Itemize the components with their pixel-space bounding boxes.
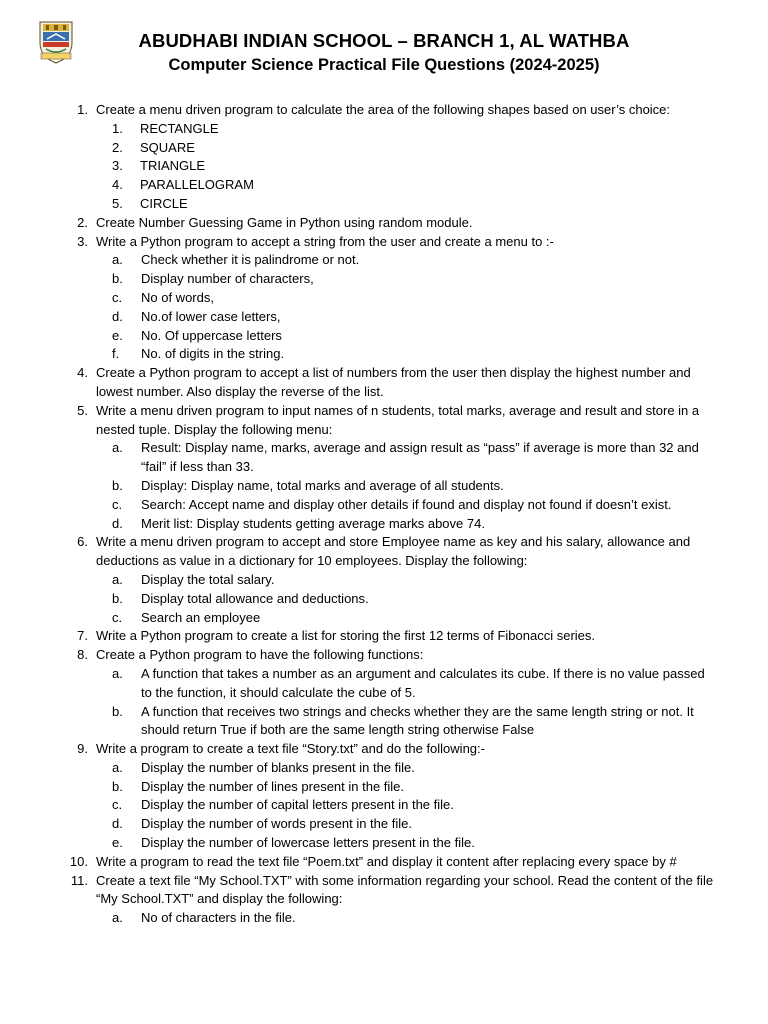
sub-item-text: Display: Display name, total marks and average of all students. xyxy=(141,477,504,493)
sub-item-marker: c. xyxy=(112,609,123,625)
question-text: Write a menu driven program to input names of n students, total marks, average and result and store in a nested tuple. Display the following menu: xyxy=(96,402,700,437)
sub-item-marker: a. xyxy=(112,252,123,268)
sub-item-text: No.of lower case letters, xyxy=(141,308,281,324)
sub-item xyxy=(0,270,768,289)
sub-item-text: No of characters in the file. xyxy=(141,910,296,926)
sub-item-marker: a. xyxy=(112,571,123,587)
sub-item xyxy=(0,308,768,327)
sub-item-marker: b. xyxy=(112,271,123,287)
sub-item-text: TRIANGLE xyxy=(140,158,206,174)
sub-item-text: Check whether it is palindrome or not. xyxy=(141,252,360,268)
question-number: 1. xyxy=(77,102,88,117)
sub-item xyxy=(0,834,768,853)
sub-item-text: No. Of uppercase letters xyxy=(141,327,282,343)
question-item xyxy=(0,364,768,402)
sub-item xyxy=(0,139,768,158)
sub-item xyxy=(0,157,768,176)
sub-item-marker: e. xyxy=(112,835,123,851)
sub-item-marker: b. xyxy=(112,703,123,719)
sub-item xyxy=(0,439,768,477)
sub-item-marker: b. xyxy=(112,477,123,493)
sub-item-marker: d. xyxy=(112,308,123,324)
sub-item xyxy=(0,609,768,628)
sub-item-marker: a. xyxy=(112,759,123,775)
sub-item-text: No of words, xyxy=(141,289,214,305)
question-item xyxy=(0,233,768,252)
sub-item-marker: 1. xyxy=(112,120,123,136)
sub-item-marker: 3. xyxy=(112,158,123,174)
question-text: Create a Python program to have the following functions: xyxy=(96,647,424,663)
question-text: Create a text file “My School.TXT” with some information regarding your school. Read the content of the file “My School.TXT” and display the following: xyxy=(96,872,714,907)
sub-item xyxy=(0,289,768,308)
sub-item-text: No. of digits in the string. xyxy=(141,346,285,362)
question-list xyxy=(0,101,768,928)
sub-item-text: Merit list: Display students getting average marks above 74. xyxy=(141,515,485,531)
sub-item-text: Display the number of words present in the file. xyxy=(141,816,412,832)
sub-item-text: A function that receives two strings and checks whether they are the same length string or not. It should return True if both are the same length string otherwise False xyxy=(141,703,694,738)
question-item xyxy=(0,740,768,759)
sub-item xyxy=(0,477,768,496)
question-text: Create a Python program to accept a list of numbers from the user then display the highest number and lowest number. Also display the reverse of the list. xyxy=(96,365,691,399)
question-item xyxy=(0,101,768,120)
question-number: 7. xyxy=(77,628,88,644)
sub-item xyxy=(0,815,768,834)
question-number: 2. xyxy=(77,214,88,230)
question-number: 3. xyxy=(77,233,88,249)
sub-item-text: A function that takes a number as an argument and calculates its cube. If there is no value passed to the function, it should calculate the cube of 5. xyxy=(141,665,705,700)
sub-item xyxy=(0,345,768,364)
question-number: 6. xyxy=(77,534,88,550)
sub-item-marker: f. xyxy=(112,346,120,362)
question-number: 4. xyxy=(77,365,88,381)
sub-item xyxy=(0,327,768,346)
question-text: Write a Python program to create a list for storing the first 12 terms of Fibonacci series. xyxy=(96,628,596,644)
sub-item xyxy=(0,176,768,195)
page-subtitle: Computer Science Practical File Questions (2024-2025) xyxy=(168,56,600,74)
sub-item xyxy=(0,759,768,778)
sub-item-text: Result: Display name, marks, average and assign result as “pass” if average is more than 32 and “fail” if less than 33. xyxy=(141,440,699,475)
question-item xyxy=(0,872,768,910)
question-text: Write a program to create a text file “Story.txt” and do the following:- xyxy=(96,741,485,757)
sub-item-text: Display total allowance and deductions. xyxy=(141,590,369,606)
question-number: 11. xyxy=(70,872,88,888)
question-number: 10. xyxy=(69,853,88,869)
question-text: Write a menu driven program to accept and store Employee name as key and his salary, allowance and deductions as value in a dictionary for 10 employees. Display the following: xyxy=(96,534,691,569)
sub-item-marker: 4. xyxy=(112,177,123,193)
sub-item-text: RECTANGLE xyxy=(140,120,219,136)
sub-item-text: Display the number of capital letters present in the file. xyxy=(141,797,454,813)
sub-item xyxy=(0,120,768,139)
sub-item-marker: b. xyxy=(112,590,123,606)
sub-item-text: Search: Accept name and display other details if found and display not found if doesn’t exist. xyxy=(141,496,672,512)
sub-item xyxy=(0,796,768,815)
sub-item-text: Display the total salary. xyxy=(141,571,275,587)
sub-item-marker: c. xyxy=(112,496,123,512)
sub-item xyxy=(0,515,768,534)
sub-item-marker: c. xyxy=(112,289,123,305)
question-item xyxy=(0,646,768,665)
sub-item-text: SQUARE xyxy=(140,139,195,155)
sub-item-text: CIRCLE xyxy=(140,195,188,211)
question-text: Write a program to read the text file “Poem.txt” and display it content after replacing every space by # xyxy=(96,853,677,869)
question-item xyxy=(0,853,768,872)
sub-item-text: Display the number of lowercase letters present in the file. xyxy=(141,835,475,851)
page-title: ABUDHABI INDIAN SCHOOL – BRANCH 1, AL WATHBA xyxy=(138,30,630,51)
sub-item xyxy=(0,778,768,797)
question-item xyxy=(0,214,768,233)
sub-item-marker: a. xyxy=(112,910,123,926)
question-text: Create a menu driven program to calculate the area of the following shapes based on user’s choice: xyxy=(96,102,671,117)
sub-item-text: Search an employee xyxy=(141,609,261,625)
sub-item-marker: a. xyxy=(112,440,123,456)
sub-item-marker: 2. xyxy=(112,139,123,155)
sub-item-marker: c. xyxy=(112,797,123,813)
question-number: 5. xyxy=(77,402,88,418)
sub-item-marker: a. xyxy=(112,665,123,681)
question-text: Create Number Guessing Game in Python using random module. xyxy=(96,214,473,230)
question-item xyxy=(0,402,768,440)
sub-item-text: Display the number of blanks present in the file. xyxy=(141,759,415,775)
sub-item xyxy=(0,665,768,703)
sub-item-text: Display number of characters, xyxy=(141,271,314,287)
sub-item xyxy=(0,703,768,741)
question-number: 9. xyxy=(77,741,88,757)
sub-item xyxy=(0,571,768,590)
sub-item xyxy=(0,195,768,214)
sub-item-marker: e. xyxy=(112,327,123,343)
question-item xyxy=(0,533,768,571)
sub-item xyxy=(0,590,768,609)
question-item xyxy=(0,627,768,646)
sub-item xyxy=(0,251,768,270)
sub-item-marker: d. xyxy=(112,515,123,531)
sub-item-marker: b. xyxy=(112,778,123,794)
sub-item xyxy=(0,909,768,928)
question-text: Write a Python program to accept a string from the user and create a menu to :- xyxy=(96,233,554,249)
sub-item xyxy=(0,496,768,515)
sub-item-marker: d. xyxy=(112,816,123,832)
sub-item-marker: 5. xyxy=(112,195,123,211)
sub-item-text: Display the number of lines present in the file. xyxy=(141,778,405,794)
question-number: 8. xyxy=(77,647,88,663)
sub-item-text: PARALLELOGRAM xyxy=(140,177,254,193)
